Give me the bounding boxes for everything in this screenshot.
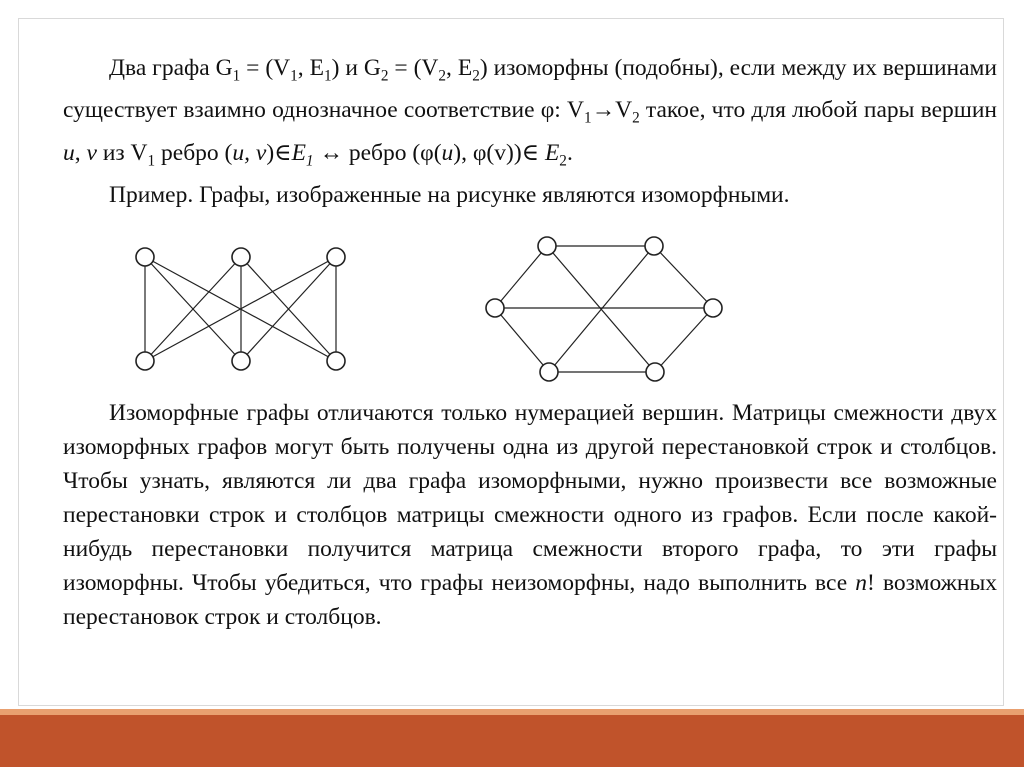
bipartite-graph bbox=[133, 248, 353, 398]
graph-edge bbox=[495, 246, 547, 308]
graph-vertex bbox=[136, 248, 154, 266]
hexagon-graph bbox=[483, 228, 743, 388]
graph-edge bbox=[654, 246, 713, 308]
graph-vertex bbox=[136, 352, 154, 370]
conclusion-text bbox=[63, 396, 997, 634]
graph-vertex bbox=[327, 352, 345, 370]
graph-edge bbox=[495, 308, 549, 372]
graphs-figure bbox=[0, 228, 1024, 388]
graph-vertex bbox=[540, 363, 558, 381]
example-paragraph: Пример. Графы, изображенные на рисунке являются изоморфными. bbox=[109, 182, 790, 209]
definition-paragraph: Два графа $G_1 = (V_1$, $E_1$) и $G_2 = (V_2$, $E_2$) изоморфны (подобны), если между их вершинами существует взаимно однозначное соответствие φ: $V_1\to V_2$ такое, что для любой пары вершин u, v из $V_1$ ребро (u, $v)\in E_1$ ↔ ребро (φ(u), φ(v))∈ $E_2$. bbox=[63, 55, 998, 170]
graph-vertex bbox=[704, 299, 722, 317]
graph-vertex bbox=[538, 237, 556, 255]
graph-vertex bbox=[486, 299, 504, 317]
graph-vertex bbox=[232, 352, 250, 370]
graph-edge bbox=[655, 308, 713, 372]
conclusion-paragraph: Изоморфные графы отличаются только нумерацией вершин. Матрицы смежности двух изоморфных графов могут быть получены одна из другой перестановкой строк и столбцов. Чтобы узнать, являются ли два графа изоморфными, нужно произвести все возможные перестановки строк и столбцов матрицы смежности одного из графов. Если после какой-нибудь перестановки получится матрица смежности второго графа, то эти графы изоморфны. Чтобы убедиться, что графы неизоморфны, надо выполнить все n! возможных перестановок строк и столбцов. bbox=[63, 400, 997, 630]
footer-band bbox=[0, 715, 1024, 767]
graph-vertex bbox=[232, 248, 250, 266]
graph-vertex bbox=[645, 237, 663, 255]
graph-vertex bbox=[327, 248, 345, 266]
graph-vertex bbox=[646, 363, 664, 381]
definition-text bbox=[63, 51, 997, 212]
